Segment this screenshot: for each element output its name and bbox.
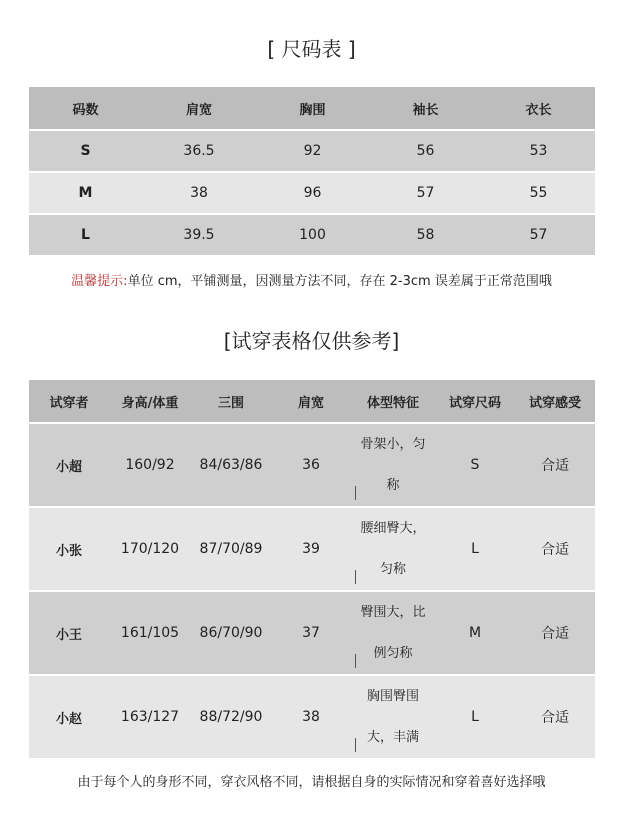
try-on-title: [试穿表格仅供参考] [223,329,400,353]
tester-name: 小赵 [29,676,109,758]
table-cell: 92 [256,131,369,171]
table-row [29,424,595,506]
header-cell: 身高/体重 [109,380,191,422]
table-cell: 56 [369,131,482,171]
header-cell: 袖长 [369,87,482,129]
note-label: 温馨提示: [71,274,128,289]
table-cell: L [435,676,515,758]
header-cell: 胸围 [256,87,369,129]
header-cell: 三围 [191,380,271,422]
tester-name: 小王 [29,592,109,674]
header-cell: 体型特征 [351,380,435,422]
body-type-cell: 臀围大，比例匀称 [351,592,435,674]
measurement-note [0,270,623,289]
table-row [29,676,595,758]
header-cell: 肩宽 [142,87,256,129]
table-cell: 160/92 [109,424,191,506]
size-cell: S [29,131,142,171]
table-cell: 55 [482,173,595,213]
table-cell: 100 [256,215,369,255]
body-type-cell: 胸围臀围大，丰满 [351,676,435,758]
header-cell: 试穿者 [29,380,109,422]
header-cell: 衣长 [482,87,595,129]
table-cell: 84/63/86 [191,424,271,506]
try-on-table [29,380,595,758]
table-cell: 58 [369,215,482,255]
header-cell: 试穿尺码 [435,380,515,422]
table-row [29,173,595,213]
tester-name: 小张 [29,508,109,590]
table-row [29,131,595,171]
table-cell: 36 [271,424,351,506]
table-cell: 合适 [515,676,595,758]
table-cell: 38 [271,676,351,758]
table-row [29,592,595,674]
table-cell: L [435,508,515,590]
table-cell: 39.5 [142,215,256,255]
header-cell: 码数 [29,87,142,129]
table-cell: 87/70/89 [191,508,271,590]
table-cell: 39 [271,508,351,590]
try-on-header-row [29,380,595,422]
size-cell: L [29,215,142,255]
table-cell: S [435,424,515,506]
size-chart-table [29,87,595,255]
table-cell: 57 [482,215,595,255]
table-cell: 37 [271,592,351,674]
body-type-cell: 骨架小，匀称 [351,424,435,506]
table-cell: 86/70/90 [191,592,271,674]
table-cell: 合适 [515,424,595,506]
table-cell: 38 [142,173,256,213]
table-cell: 163/127 [109,676,191,758]
size-chart-title: [ 尺码表 ] [267,37,356,61]
table-cell: 36.5 [142,131,256,171]
table-cell: 88/72/90 [191,676,271,758]
table-cell: 合适 [515,508,595,590]
header-cell: 试穿感受 [515,380,595,422]
size-chart-header-row [29,87,595,129]
table-cell: M [435,592,515,674]
table-cell: 170/120 [109,508,191,590]
table-cell: 57 [369,173,482,213]
tester-name: 小超 [29,424,109,506]
table-cell: 53 [482,131,595,171]
table-row [29,215,595,255]
footer-note: 由于每个人的身形不同，穿衣风格不同，请根据自身的实际情况和穿着喜好选择哦 [77,775,546,790]
body-type-cell: 腰细臀大，匀称 [351,508,435,590]
table-cell: 161/105 [109,592,191,674]
table-row [29,508,595,590]
size-cell: M [29,173,142,213]
table-cell: 96 [256,173,369,213]
header-cell: 肩宽 [271,380,351,422]
note-text: 单位 cm，平铺测量，因测量方法不同，存在 2-3cm 误差属于正常范围哦 [127,274,552,289]
table-cell: 合适 [515,592,595,674]
